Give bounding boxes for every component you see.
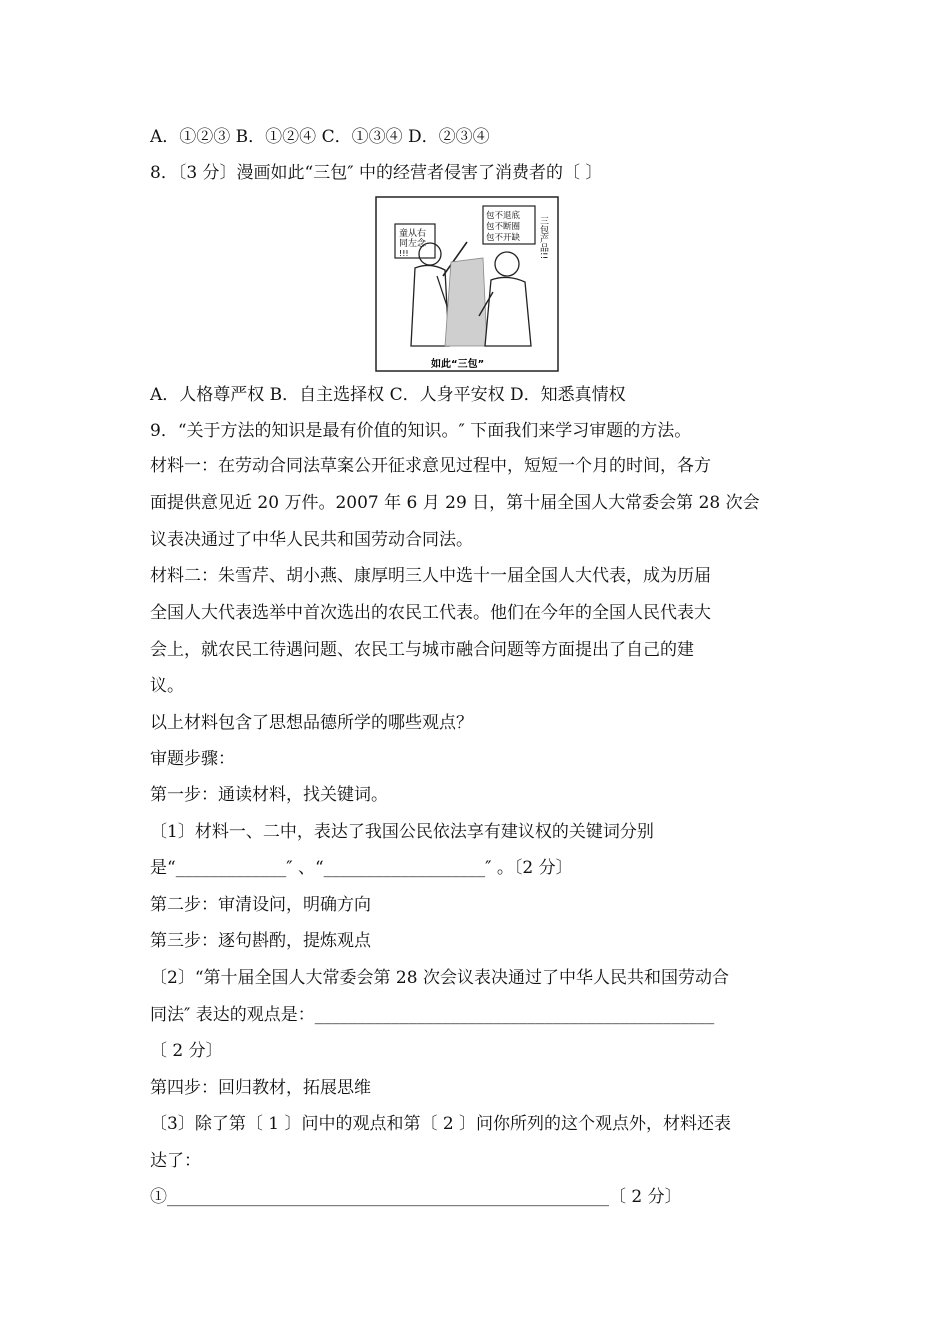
q7-options: A．①②③ B．①②④ C．①③④ D．②③④ — [150, 127, 490, 147]
q8-stem: 8．〔3 分〕漫画如此“三包″ 中的经营者侵害了消费者的〔 〕 — [150, 163, 603, 183]
part-3-line2: 达了： — [150, 1151, 201, 1171]
material-1-line2: 面提供意见近 20 万件。2007 年 6 月 29 日，第十届全国人大常委会第 28 次会 — [150, 493, 760, 513]
side-label: 三包产品!! — [538, 216, 548, 260]
part-2-line3: 〔 2 分〕 — [150, 1041, 223, 1061]
right-sign-line3: 包不开缺 — [486, 233, 521, 243]
right-sign-line1: 包不退底 — [486, 211, 521, 221]
part-3-line3: ①____________________________________________________〔 2 分〕 — [150, 1187, 682, 1207]
step-2: 第二步：审清设问，明确方向 — [150, 895, 371, 915]
material-2-line4: 议。 — [150, 676, 184, 696]
part-1-line2: 是“_____________″ 、“___________________″ 。〔2 分〕 — [150, 858, 573, 878]
steps-title: 审题步骤： — [150, 749, 235, 769]
left-sign-line1: 童从右 — [399, 229, 427, 239]
q8-options: A．人格尊严权 B．自主选择权 C．人身平安权 D．知悉真情权 — [150, 385, 626, 405]
step-3: 第三步：逐句斟酌，提炼观点 — [150, 931, 371, 951]
material-1-line3: 议表决通过了中华人民共和国劳动合同法。 — [150, 530, 473, 550]
right-sign-line2: 包不断圈 — [486, 222, 521, 232]
material-2-line3: 会上，就农民工待遇问题、农民工与城市融合问题等方面提出了自己的建 — [150, 640, 694, 660]
cartoon-image — [375, 196, 559, 372]
part-2-line1: 〔2〕“第十届全国人大常委会第 28 次会议表决通过了中华人民共和国劳动合 — [150, 968, 729, 988]
left-sign-line2: 同左念 — [399, 239, 427, 249]
part-2-line2: 同法″ 表达的观点是：_______________________________________________ — [150, 1005, 715, 1025]
material-2-line1: 材料二：朱雪芹、胡小燕、康厚明三人中选十一届全国人大代表，成为历届 — [150, 566, 711, 586]
part-1-line1: 〔1〕材料一、二中，表达了我国公民依法享有建议权的关键词分别 — [150, 822, 654, 842]
cartoon-caption: 如此“三包” — [431, 359, 485, 370]
q9-stem: 9．“关于方法的知识是最有价值的知识。″ 下面我们来学习审题的方法。 — [150, 421, 692, 441]
part-3-line1: 〔3〕除了第〔 1 〕问中的观点和第〔 2 〕问你所列的这个观点外，材料还表 — [150, 1114, 732, 1134]
q9-question: 以上材料包含了思想品德所学的哪些观点？ — [150, 713, 473, 733]
material-1-line1: 材料一：在劳动合同法草案公开征求意见过程中，短短一个月的时间，各方 — [150, 456, 711, 476]
step-4: 第四步：回归教材，拓展思维 — [150, 1078, 371, 1098]
left-sign-line3: !!! — [399, 249, 409, 258]
step-1: 第一步：通读材料，找关键词。 — [150, 785, 388, 805]
material-2-line2: 全国人大代表选举中首次选出的农民工代表。他们在今年的全国人民代表大 — [150, 603, 711, 623]
